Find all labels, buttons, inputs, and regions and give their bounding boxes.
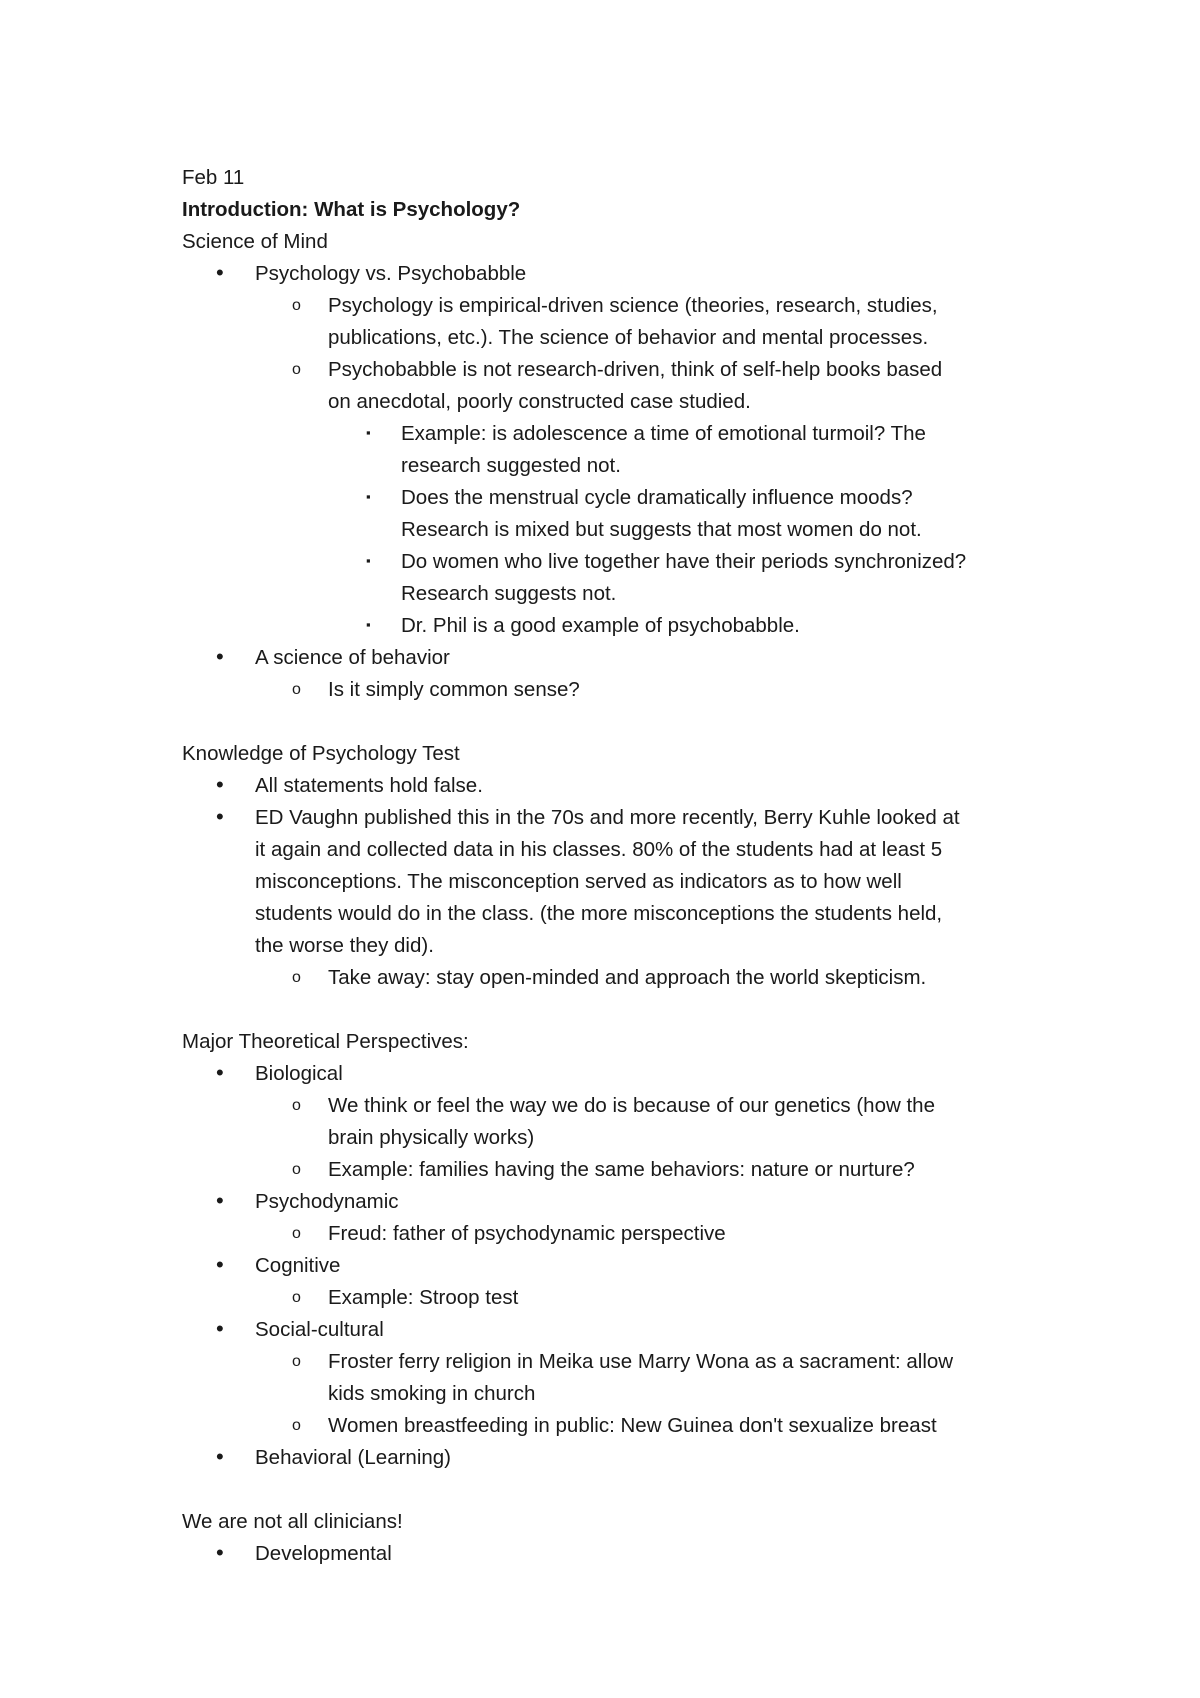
bullet-dot-icon: • bbox=[216, 644, 224, 669]
bullet-circle-icon: o bbox=[292, 1353, 301, 1370]
list-item: Behavioral (Learning) bbox=[255, 1446, 452, 1469]
list-item-continuation: Research suggests not. bbox=[401, 582, 617, 605]
list-item: We think or feel the way we do is because of our genetics (how the bbox=[328, 1094, 935, 1117]
list-item: Freud: father of psychodynamic perspective bbox=[328, 1222, 726, 1245]
list-item: Froster ferry religion in Meika use Marry Wona as a sacrament: allow bbox=[328, 1350, 954, 1373]
list-item-continuation: the worse they did). bbox=[255, 934, 434, 957]
bullet-circle-icon: o bbox=[292, 1289, 301, 1306]
bullet-circle-icon: o bbox=[292, 1225, 301, 1242]
bullet-circle-icon: o bbox=[292, 297, 301, 314]
bullet-dot-icon: • bbox=[216, 1060, 224, 1085]
bullet-dot-icon: • bbox=[216, 804, 224, 829]
list-item-continuation: students would do in the class. (the more misconceptions the students held, bbox=[255, 902, 943, 925]
bullet-dot-icon: • bbox=[216, 260, 224, 285]
bullet-circle-icon: o bbox=[292, 1097, 301, 1114]
bullet-dot-icon: • bbox=[216, 1252, 224, 1277]
list-item-continuation: publications, etc.). The science of behavior and mental processes. bbox=[328, 326, 929, 349]
bullet-dot-icon: • bbox=[216, 772, 224, 797]
list-item: Example: families having the same behaviors: nature or nurture? bbox=[328, 1158, 915, 1181]
list-item: Example: Stroop test bbox=[328, 1286, 519, 1309]
list-item: Take away: stay open-minded and approach the world skepticism. bbox=[328, 966, 927, 989]
bullet-square-icon: ▪ bbox=[366, 553, 371, 568]
bullet-square-icon: ▪ bbox=[366, 489, 371, 504]
bullet-square-icon: ▪ bbox=[366, 617, 371, 632]
bullet-dot-icon: • bbox=[216, 1444, 224, 1469]
bullet-circle-icon: o bbox=[292, 361, 301, 378]
section-heading-science-of-mind: Science of Mind bbox=[182, 230, 328, 253]
bullet-square-icon: ▪ bbox=[366, 425, 371, 440]
list-item: Psychology is empirical-driven science (theories, research, studies, bbox=[328, 294, 938, 317]
list-item: Example: is adolescence a time of emotional turmoil? The bbox=[401, 422, 926, 445]
list-item-continuation: kids smoking in church bbox=[328, 1382, 536, 1405]
list-item: Dr. Phil is a good example of psychobabble. bbox=[401, 614, 800, 637]
list-item: Social-cultural bbox=[255, 1318, 384, 1341]
page-title: Introduction: What is Psychology? bbox=[182, 198, 521, 221]
bullet-circle-icon: o bbox=[292, 1417, 301, 1434]
section-heading-clinicians: We are not all clinicians! bbox=[182, 1510, 403, 1533]
list-item-continuation: it again and collected data in his classes. 80% of the students had at least 5 bbox=[255, 838, 943, 861]
list-item: Psychodynamic bbox=[255, 1190, 399, 1213]
list-item-continuation: Research is mixed but suggests that most women do not. bbox=[401, 518, 922, 541]
bullet-dot-icon: • bbox=[216, 1540, 224, 1565]
list-item: Biological bbox=[255, 1062, 343, 1085]
section-heading-knowledge-test: Knowledge of Psychology Test bbox=[182, 742, 460, 765]
bullet-circle-icon: o bbox=[292, 969, 301, 986]
list-item: All statements hold false. bbox=[255, 774, 483, 797]
list-item: Psychology vs. Psychobabble bbox=[255, 262, 527, 285]
bullet-circle-icon: o bbox=[292, 1161, 301, 1178]
list-item: Does the menstrual cycle dramatically influence moods? bbox=[401, 486, 913, 509]
list-item: Cognitive bbox=[255, 1254, 341, 1277]
list-item: Is it simply common sense? bbox=[328, 678, 580, 701]
list-item: A science of behavior bbox=[255, 646, 450, 669]
bullet-dot-icon: • bbox=[216, 1316, 224, 1341]
bullet-circle-icon: o bbox=[292, 681, 301, 698]
list-item-continuation: research suggested not. bbox=[401, 454, 621, 477]
section-heading-perspectives: Major Theoretical Perspectives: bbox=[182, 1030, 469, 1053]
date-line: Feb 11 bbox=[182, 166, 245, 189]
list-item-continuation: misconceptions. The misconception served as indicators as to how well bbox=[255, 870, 902, 893]
list-item: Do women who live together have their periods synchronized? bbox=[401, 550, 967, 573]
list-item: Women breastfeeding in public: New Guinea don't sexualize breast bbox=[328, 1414, 937, 1437]
list-item-continuation: brain physically works) bbox=[328, 1126, 535, 1149]
list-item: ED Vaughn published this in the 70s and more recently, Berry Kuhle looked at bbox=[255, 806, 960, 829]
bullet-dot-icon: • bbox=[216, 1188, 224, 1213]
list-item: Developmental bbox=[255, 1542, 392, 1565]
list-item: Psychobabble is not research-driven, think of self-help books based bbox=[328, 358, 943, 381]
list-item-continuation: on anecdotal, poorly constructed case studied. bbox=[328, 390, 751, 413]
